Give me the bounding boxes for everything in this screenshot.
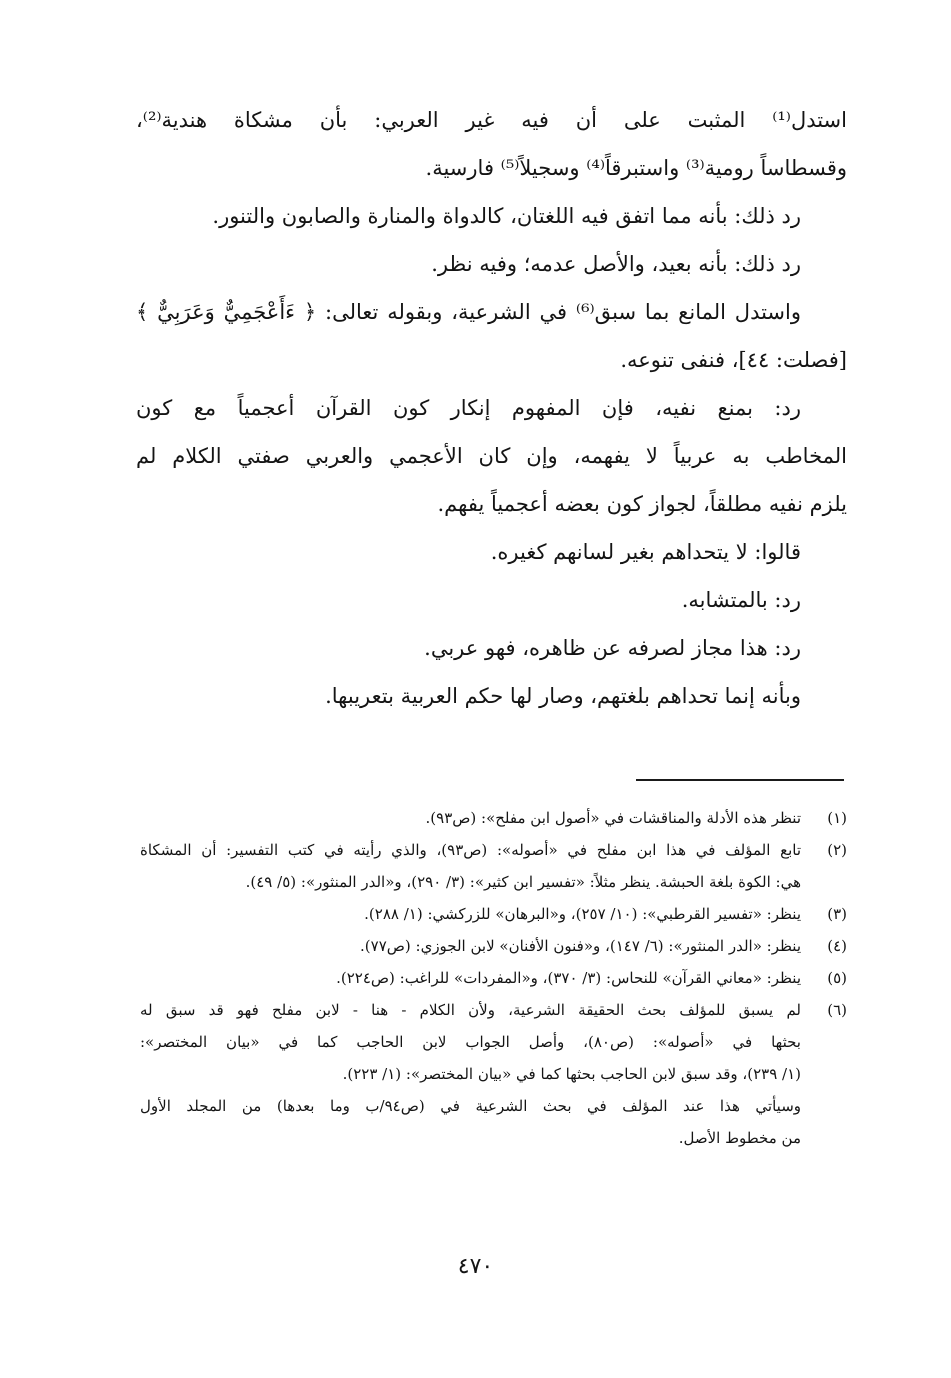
- footnote: [140, 898, 847, 930]
- main-text: [136, 96, 847, 720]
- text-line: وبأنه إنما تحداهم بلغتهم، وصار لها حكم العربية بتعريبها.: [325, 684, 801, 708]
- footnote-number: (٥): [827, 969, 847, 987]
- text-line: وقسطاساً رومية⁽³⁾ واستبرقاً⁽⁴⁾ وسجيلاً⁽⁵⁾ فارسية.: [425, 156, 847, 180]
- footnote-line: تابع المؤلف في هذا ابن مفلح في «أصوله»: (ص٩٣)، والذي رأيته في كتب التفسير: أن المشكاة: [140, 841, 801, 859]
- text-line: المخاطب به عربياً لا يفهمه، وإن كان الأعجمي والعربي صفتي الكلام لم: [136, 444, 847, 468]
- footnote-line: من مخطوط الأصل.: [678, 1129, 801, 1147]
- footnote-line: ينظر: «معاني القرآن» للنحاس: (٣/ ٣٧٠)، و«المفردات» للراغب: (ص٢٢٤).: [336, 969, 801, 987]
- text-line: رد: هذا مجاز لصرفه عن ظاهره، فهو عربي.: [424, 636, 801, 660]
- footnote-number: (٢): [827, 841, 847, 859]
- footnotes: [140, 802, 847, 1154]
- footnote-line: وسيأتي هذا عند المؤلف في بحث الشرعية في (ص٩٤/ب وما بعدها) من المجلد الأول: [140, 1097, 801, 1115]
- footnote: [140, 802, 847, 834]
- text-line: رد: بمنع نفيه، فإن المفهوم إنكار كون القرآن أعجمياً مع كون: [136, 396, 801, 420]
- page-number: ٤٧٠: [457, 1254, 494, 1279]
- footnote: [140, 834, 847, 898]
- text-line: رد ذلك: بأنه بعيد، والأصل عدمه؛ وفيه نظر.: [431, 252, 801, 276]
- text-line: [فصلت: ٤٤]، فنفى تنوعه.: [620, 348, 847, 372]
- footnote-line: ينظر: «تفسير القرطبي»: (١٠/ ٢٥٧)، و«البرهان» للزركشي: (١/ ٢٨٨).: [364, 905, 801, 923]
- text-line: رد: بالمتشابه.: [681, 588, 801, 612]
- footnote-divider: [636, 779, 844, 781]
- footnote-line: ينظر: «الدر المنثور»: (٦/ ١٤٧)، و«فنون الأفنان» لابن الجوزي: (ص٧٧).: [360, 937, 801, 955]
- footnote-line: تنظر هذه الأدلة والمناقشات في «أصول ابن مفلح»: (ص٩٣).: [425, 809, 801, 827]
- footnote-line: بحثها في «أصوله»: (ص٨٠)، وأصل الجواب لابن الحاجب كما في «بيان المختصر»:: [140, 1033, 801, 1051]
- footnote-number: (٣): [827, 905, 847, 923]
- footnote-line: (١/ ٢٣٩)، وقد سبق لابن الحاجب بحثها كما في «بيان المختصر»: (١/ ٢٢٣).: [342, 1065, 801, 1083]
- text-line: استدل⁽¹⁾ المثبت على أن فيه غير العربي: بأن مشكاة هندية⁽²⁾،: [136, 108, 847, 132]
- footnote-number: (٤): [827, 937, 847, 955]
- text-line: واستدل المانع بما سبق⁽⁶⁾ في الشرعية، وبقوله تعالى: ﴿ ءَأَعْجَمِيٌّ وَعَرَبِيٌّ ﴾: [136, 300, 801, 324]
- footnote: [140, 994, 847, 1154]
- text-line: قالوا: لا يتحداهم بغير لسانهم كغيره.: [490, 540, 801, 564]
- footnote-number: (١): [827, 809, 847, 827]
- footnote: [140, 930, 847, 962]
- text-line: يلزم نفيه مطلقاً، لجواز كون بعضه أعجمياً يفهم.: [437, 492, 847, 516]
- footnote-line: هي: الكوة بلغة الحبشة. ينظر مثلاً: «تفسير ابن كثير»: (٣/ ٢٩٠)، و«الدر المنثور»: (٥/ ٤٩).: [245, 873, 801, 891]
- footnote: [140, 962, 847, 994]
- footnote-line: لم يسبق للمؤلف بحث الحقيقة الشرعية، ولأن الكلام - هنا - لابن مفلح فهو قد سبق له: [140, 1001, 801, 1019]
- footnote-number: (٦): [827, 1001, 847, 1019]
- text-line: رد ذلك: بأنه مما اتفق فيه اللغتان، كالدواة والمنارة والصابون والتنور.: [212, 204, 801, 228]
